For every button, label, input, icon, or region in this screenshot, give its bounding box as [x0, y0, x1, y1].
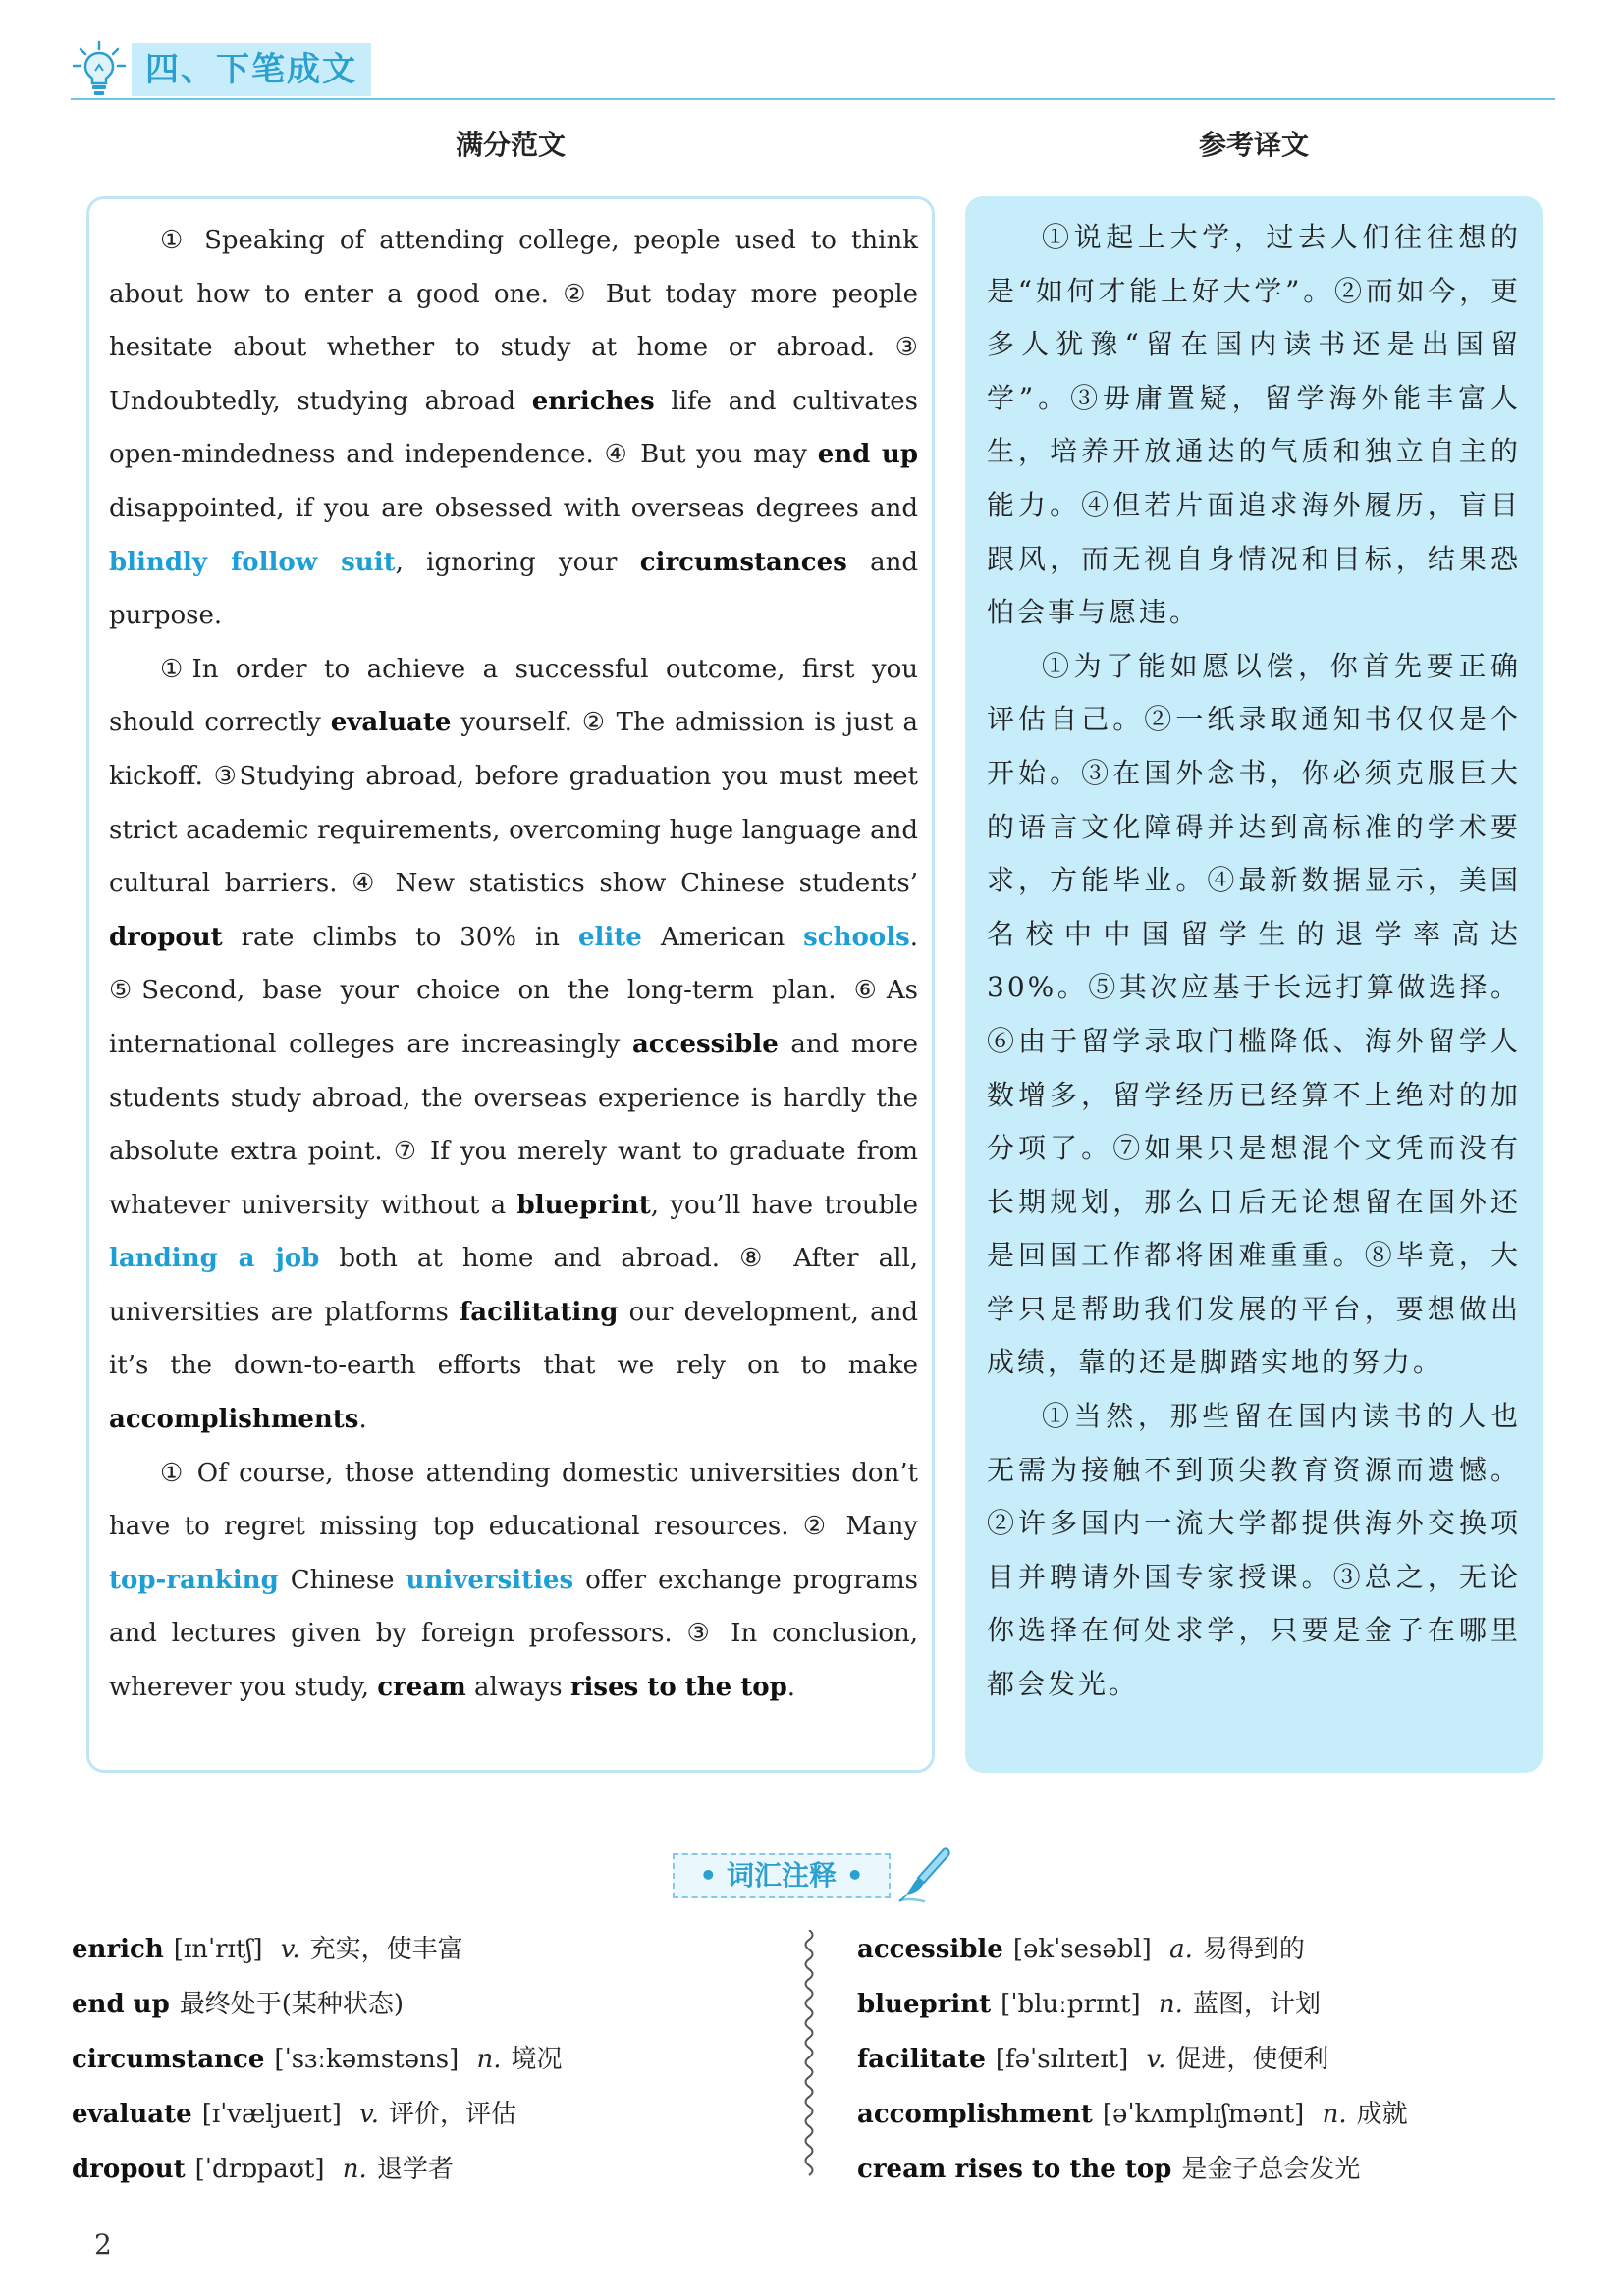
section-title: 四、下笔成文	[132, 43, 371, 96]
essay-text: and purpose.	[109, 547, 918, 631]
vocab-entry	[72, 2087, 739, 2142]
key-phrase: landing a job	[109, 1244, 320, 1274]
key-phrase: evaluate	[330, 708, 452, 738]
vocab-pos: v.	[280, 1935, 300, 1964]
vocab-term: evaluate	[72, 2100, 192, 2129]
key-phrase: dropout	[109, 922, 223, 952]
vocab-phonetic: [ˈbluːprɪnt]	[1001, 1990, 1141, 2019]
essay-text: always	[465, 1673, 570, 1703]
essay-text: yourself. ② The admission is just a kickoff. ③Studying abroad, before graduation you must meet strict academic requirements, overcoming huge language and cultural barriers. ④ New statistics show Chinese students’	[109, 708, 918, 899]
vocab-entry	[72, 2032, 739, 2087]
vocab-term: accomplishment	[857, 2100, 1093, 2129]
key-phrase: rises to the top	[569, 1673, 787, 1703]
essay-paragraph	[109, 214, 918, 643]
key-phrase: elite	[578, 922, 642, 952]
vocab-entry	[72, 2142, 739, 2197]
vocab-term: dropout	[72, 2155, 186, 2184]
essay-text: , you’ll have trouble	[650, 1190, 918, 1220]
brush-icon	[894, 1845, 953, 1906]
translation-paragraph: ①说起上大学，过去人们往往想的是“如何才能上好大学”。②而如今，更多人犹豫“留在国内读书还是出国留学”。③毋庸置疑，留学海外能丰富人生，培养开放通达的气质和独立自主的能力。④但若片面追求海外履历，盲目跟风，而无视自身情况和目标，结果恐怕会事与愿违。	[987, 221, 1521, 629]
vocab-entry	[857, 1922, 1544, 1977]
essay-text: ① Speaking of attending college, people used to think about how to enter a good one. ② But today more people hesitate about whether to study at home or abroad. ③ Undoubtedly, studying abroad	[109, 226, 918, 416]
essay-heading: 满分范文	[455, 129, 566, 161]
vocab-definition: 易得到的	[1202, 1935, 1305, 1964]
key-phrase: end up	[817, 440, 918, 470]
vocab-pos: a.	[1169, 1935, 1193, 1964]
vocab-definition: 充实，使丰富	[309, 1935, 463, 1964]
key-phrase: accomplishments	[109, 1405, 359, 1435]
key-phrase: blindly follow suit	[109, 547, 396, 577]
essay-text: .	[786, 1673, 796, 1703]
vocab-header	[673, 1845, 967, 1906]
essay-text: disappointed, if you are obsessed with overseas degrees and	[109, 493, 918, 523]
vocab-definition: 蓝图，计划	[1192, 1990, 1321, 2019]
vocab-term: circumstance	[72, 2045, 265, 2074]
vocab-term: enrich	[72, 1935, 164, 1964]
vocab-term: blueprint	[857, 1990, 992, 2019]
vocab-list-left	[72, 1922, 739, 2197]
vocab-entry	[72, 1977, 739, 2032]
lightbulb-icon	[71, 39, 128, 98]
essay-text: , ignoring your	[395, 547, 640, 577]
essay-paragraph	[109, 1447, 918, 1715]
vocab-term: accessible	[857, 1935, 1003, 1964]
vocab-term: facilitate	[857, 2045, 986, 2074]
vocab-pos: v.	[359, 2100, 379, 2129]
model-essay-text	[109, 214, 918, 1715]
essay-text: our development, and it’s the down-to-earth efforts that we rely on to make	[109, 1297, 918, 1381]
vocab-pos: n.	[342, 2155, 367, 2184]
vocab-title: • 词汇注释 •	[673, 1853, 891, 1898]
translation-panel	[965, 196, 1543, 1773]
vocab-list-right	[857, 1922, 1544, 2197]
vocab-phonetic: [fəˈsɪlɪteɪt]	[995, 2045, 1129, 2074]
vocab-definition: 最终处于(某种状态)	[179, 1990, 405, 2019]
vocab-pos: n.	[1158, 1990, 1183, 2019]
translation-text	[987, 211, 1521, 1712]
translation-heading: 参考译文	[1198, 129, 1309, 161]
key-phrase: facilitating	[460, 1297, 619, 1327]
page-number: 2	[94, 2228, 112, 2261]
vocab-phonetic: [ɪˈvæljueɪt]	[201, 2100, 342, 2129]
essay-text: American	[641, 922, 804, 952]
vocab-term: cream rises to the top	[857, 2155, 1172, 2184]
essay-paragraph	[109, 643, 918, 1447]
vocab-phonetic: [ˈdrɒpaʊt]	[194, 2155, 325, 2184]
essay-text: ①In order to achieve a successful outcome, first you should correctly	[109, 654, 918, 738]
vocab-phonetic: [əˈkʌmplɪʃmənt]	[1102, 2100, 1305, 2129]
essay-text: Chinese	[278, 1565, 406, 1595]
vocab-phonetic: [ˈsɜːkəmstəns]	[274, 2045, 460, 2074]
key-phrase: accessible	[631, 1029, 779, 1059]
vocab-definition: 评价，评估	[388, 2100, 516, 2129]
vocab-pos: n.	[1322, 2100, 1347, 2129]
essay-text: offer exchange programs and lectures given by foreign professors. ③ In conclusion, wherever you study,	[109, 1565, 918, 1703]
vocab-phonetic: [əkˈsesəbl]	[1012, 1935, 1152, 1964]
vocab-definition: 促进，使便利	[1175, 2045, 1329, 2074]
vocab-definition: 境况	[511, 2045, 563, 2074]
translation-paragraph: ①当然，那些留在国内读书的人也无需为接触不到顶尖教育资源而遗憾。②许多国内一流大学都提供海外交换项目并聘请外国专家授课。③总之，无论你选择在何处求学，只要是金子在哪里都会发光。	[987, 1400, 1521, 1701]
vocab-pos: v.	[1146, 2045, 1166, 2074]
key-phrase: blueprint	[516, 1190, 651, 1220]
vocab-definition: 是金子总会发光	[1181, 2155, 1361, 2184]
vocab-definition: 退学者	[376, 2155, 454, 2184]
essay-text: rate climbs to 30% in	[222, 922, 578, 952]
model-essay-panel	[86, 196, 935, 1773]
vocab-entry	[857, 1977, 1544, 2032]
vocab-entry	[857, 2087, 1544, 2142]
key-phrase: circumstances	[639, 547, 847, 577]
vocab-entry	[72, 1922, 739, 1977]
translation-paragraph: ①为了能如愿以偿，你首先要正确评估自己。②一纸录取通知书仅仅是个开始。③在国外念书，你必须克服巨大的语言文化障碍并达到高标准的学术要求，方能毕业。④最新数据显示，美国名校中中国留学生的退学率高达 30%。⑤其次应基于长远打算做选择。⑥由于留学录取门槛降低、海外留学人数增多，留学经历已经算不上绝对的加分项了。⑦如果只是想混个文凭而没有长期规划，那么日后无论想留在国外还是回国工作都将困难重重。⑧毕竟，大学只是帮助我们发展的平台，要想做出成绩，靠的还是脚踏实地的努力。	[987, 649, 1521, 1379]
vocab-phonetic: [ɪnˈrɪtʃ]	[173, 1935, 263, 1964]
essay-text: ① Of course, those attending domestic universities don’t have to regret missing top educational resources. ② Many	[109, 1458, 918, 1542]
key-phrase: top-ranking	[109, 1565, 279, 1595]
essay-text: .	[358, 1405, 367, 1435]
vocab-pos: n.	[476, 2045, 502, 2074]
header-divider	[71, 98, 1555, 100]
vocab-definition: 成就	[1356, 2100, 1408, 2129]
section-header	[71, 39, 1555, 102]
essay-text: both at home and abroad. ⑧ After all, universities are platforms	[109, 1244, 918, 1327]
vocab-entry	[857, 2142, 1544, 2197]
wavy-divider	[797, 1930, 821, 2179]
key-phrase: cream	[377, 1673, 466, 1703]
key-phrase: schools	[803, 922, 910, 952]
essay-text: and more students study abroad, the overseas experience is hardly the absolute extra point. ⑦ If you merely want to graduate from whatever university without a	[109, 1029, 918, 1220]
vocab-term: end up	[72, 1990, 170, 2019]
essay-text: life and cultivates open-mindedness and independence. ④ But you may	[109, 386, 919, 470]
vocab-entry	[857, 2032, 1544, 2087]
key-phrase: enriches	[531, 386, 655, 416]
essay-text: . ⑤Second, base your choice on the long-term plan. ⑥As international colleges are increasingly	[109, 922, 918, 1059]
key-phrase: universities	[406, 1565, 574, 1595]
